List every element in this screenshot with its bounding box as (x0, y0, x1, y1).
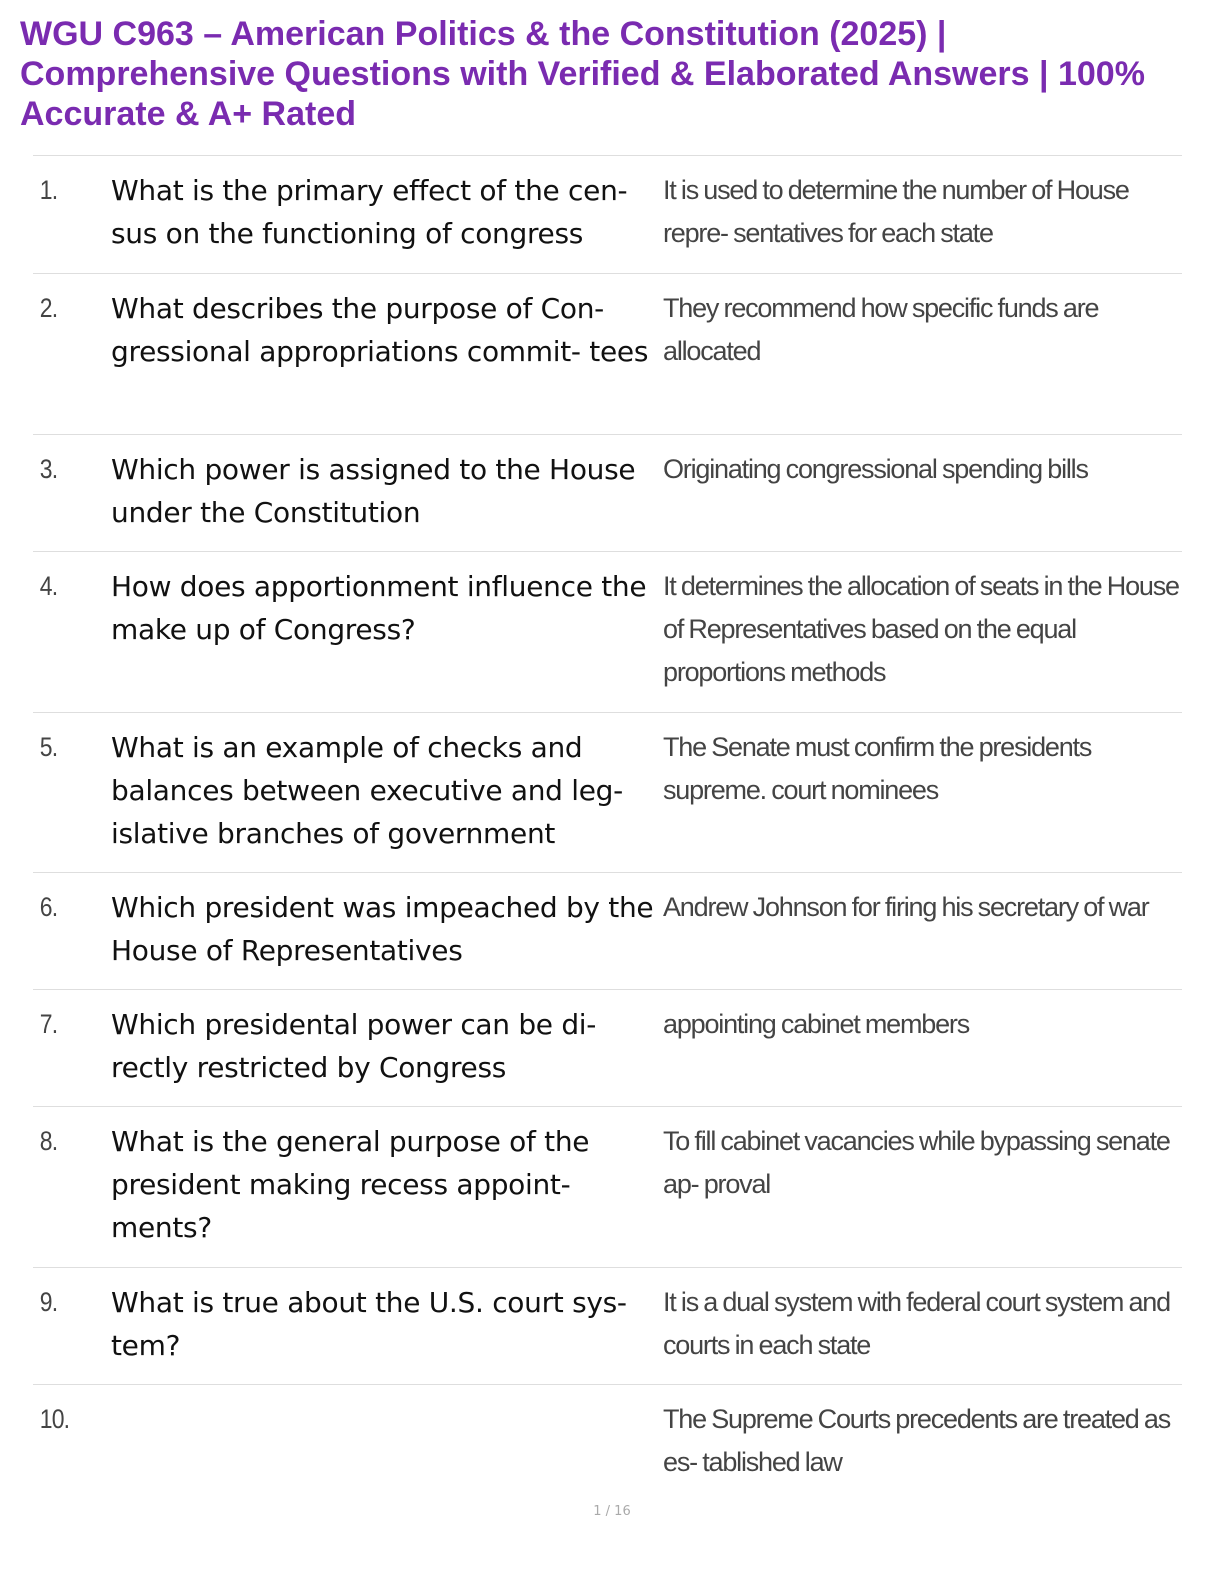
answer-text: To fill cabinet vacancies while bypassing senate ap- proval (663, 1126, 1170, 1199)
question-text: What is the general purpose of the president making recess appoint- ments? (111, 1125, 590, 1244)
document-title: WGU C963 – American Politics & the Constitution (2025) | Comprehensive Questions with Verified & Elaborated Answers | 100% Accurate & A+ Rated (20, 15, 1145, 133)
question-number: 3. (39, 454, 58, 484)
answer-text: It determines the allocation of seats in the House of Representatives based on the equal proportions methods (663, 571, 1179, 687)
question-text: Which president was impeached by the House of Representatives (111, 891, 654, 967)
question-number: 7. (39, 1009, 58, 1039)
question-text: What is the primary effect of the cen- sus on the functioning of congress (111, 174, 628, 250)
qa-row (33, 156, 1182, 274)
qa-row (33, 552, 1182, 713)
answer-text: The Senate must confirm the presidents supreme. court nominees (663, 732, 1092, 805)
question-text: How does apportionment influence the make up of Congress? (111, 570, 647, 646)
qa-list (33, 155, 1182, 1495)
question-text: What describes the purpose of Con- gressional appropriations commit- tees (111, 292, 649, 368)
qa-row (33, 990, 1182, 1107)
answer-text: They recommend how specific funds are allocated (663, 293, 1099, 366)
question-text: What is true about the U.S. court sys- tem? (111, 1286, 627, 1362)
answer-text: Originating congressional spending bills (663, 454, 1088, 484)
answer-text: appointing cabinet members (663, 1009, 970, 1039)
answer-text: The Supreme Courts precedents are treated as es- tablished law (663, 1404, 1171, 1477)
answer-text: Andrew Johnson for firing his secretary of war (663, 892, 1149, 922)
question-text (111, 1398, 661, 1495)
question-number: 5. (39, 732, 58, 762)
qa-row (33, 713, 1182, 873)
answer-text: It is a dual system with federal court system and courts in each state (663, 1287, 1170, 1360)
question-number: 10. (39, 1404, 70, 1434)
question-number: 2. (39, 293, 58, 323)
qa-row (33, 1268, 1182, 1385)
qa-row (33, 1385, 1182, 1495)
answer-text: It is used to determine the number of House repre- sentatives for each state (663, 175, 1129, 248)
question-number: 4. (39, 571, 58, 601)
qa-row (33, 1107, 1182, 1268)
question-number: 6. (39, 892, 58, 922)
question-text: What is an example of checks and balances between executive and leg- islative branches of government (111, 731, 623, 850)
question-text: Which presidental power can be di- rectly restricted by Congress (111, 1008, 597, 1084)
qa-row (33, 873, 1182, 990)
question-number: 8. (39, 1126, 58, 1156)
question-number: 9. (39, 1287, 58, 1317)
qa-row (33, 274, 1182, 435)
page-indicator: 1 / 16 (593, 1504, 631, 1519)
question-number: 1. (39, 175, 58, 205)
qa-row (33, 435, 1182, 552)
question-text: Which power is assigned to the House under the Constitution (111, 453, 636, 529)
